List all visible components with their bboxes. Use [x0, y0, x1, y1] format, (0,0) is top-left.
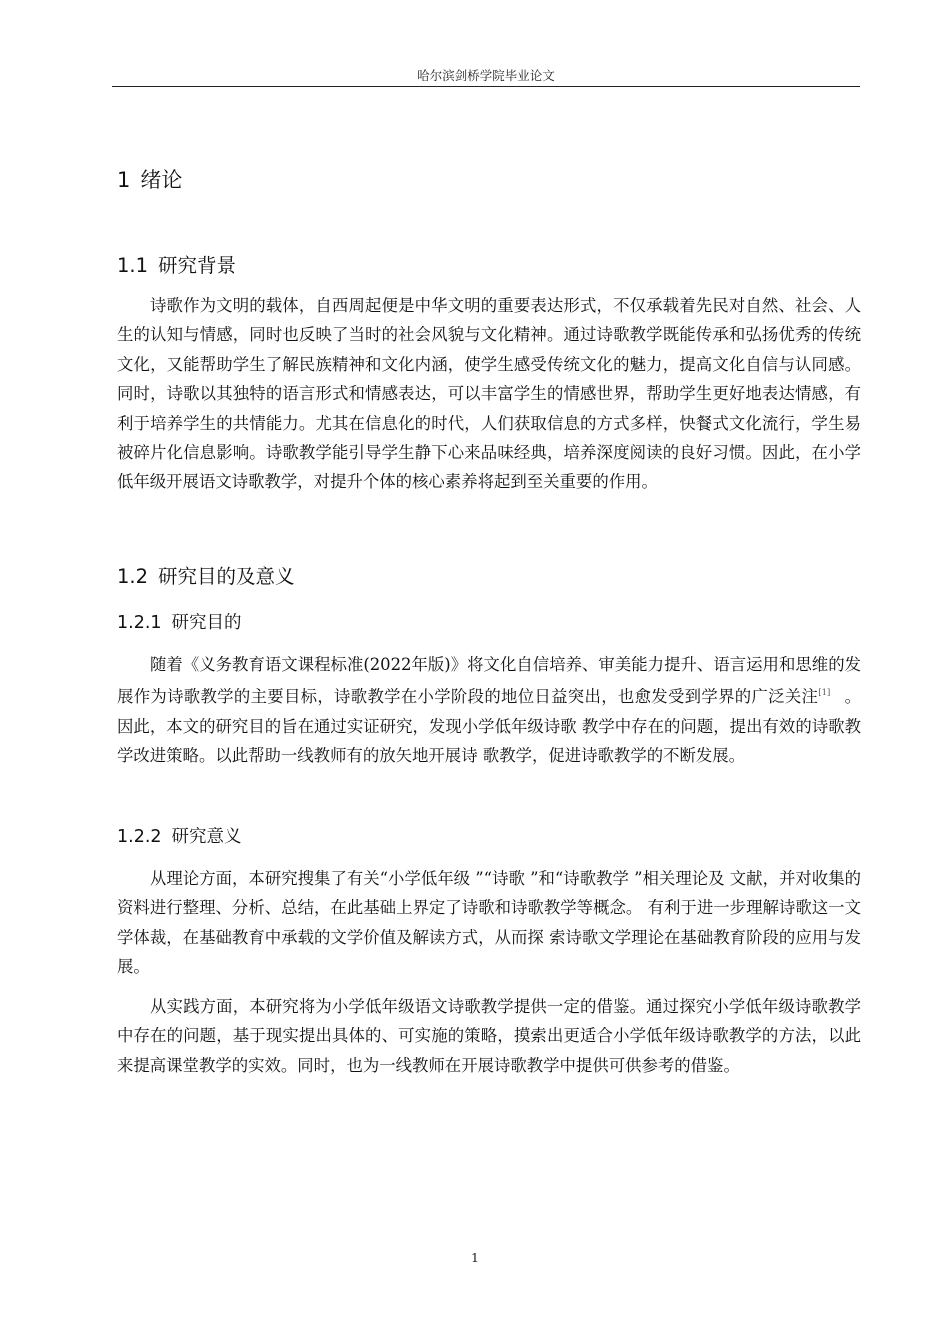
background-paragraph: 诗歌作为文明的载体，自西周起便是中华文明的重要表达形式，不仅承载着先民对自然、社会、人生的认知与情感，同时也反映了当时的社会风貌与文化精神。通过诗歌教学既能传承和弘扬优秀的传统文化，又能帮助学生了解民族精神和文化内涵，使学生感受传统文化的魅力，提高文化自信与认同感。同时，诗歌以其独特的语言形式和情感表达，可以丰富学生的情感世界，帮助学生更好地表达情感，有利于培养学生的共情能力。尤其在信息化的时代，人们获取信息的方式多样，快餐式文化流行，学生易被碎片化信息影响。诗歌教学能引导学生静下心来品味经典，培养深度阅读的良好习惯。因此，在小学低年级开展语文诗歌教学，对提升个体的核心素养将起到至关重要的作用。	[117, 296, 861, 492]
subsection-heading-1-2-1	[117, 609, 242, 634]
section-heading-1-2	[117, 561, 295, 589]
page-number: 1	[471, 1250, 479, 1265]
purpose-text-b: 。因此，本文的研究目的旨在通过实证研究，发现小学低年级诗歌 教学中存在的问题，提出有效的诗歌教学改进策略。以此帮助一线教师有的放矢地开展诗 歌教学，促进诗歌教学的不断发展。	[117, 687, 862, 766]
purpose-text-a: 随着《义务教育语文课程标准(2022年版)》将文化自信培养、审美能力提升、语言运用和思维的发展作为诗歌教学的主要目标，诗歌教学在小学阶段的地位日益突出，也愈发受到学界的广泛关注	[117, 655, 861, 707]
subsection-title: 研究目的	[171, 613, 242, 633]
chapter-heading	[117, 164, 182, 194]
subsection-number: 1.2.1	[117, 613, 162, 633]
citation-marker[interactable]: [1]	[818, 688, 831, 699]
header-divider	[112, 86, 860, 87]
chapter-title: 绪论	[140, 168, 183, 192]
subsection-title: 研究意义	[171, 827, 242, 847]
subsection-heading-1-2-2	[117, 823, 242, 848]
section-number: 1.2	[117, 565, 149, 588]
section-title: 研究背景	[158, 254, 237, 277]
significance-paragraph-theory: 从理论方面，本研究搜集了有关“小学低年级 ”“诗歌 ”和“诗歌教学 ”相关理论及 文献，并对收集的资料进行整理、分析、总结，在此基础上界定了诗歌和诗歌教学等概念。 有利于进一步理解诗歌这一文学体裁，在基础教育中承载的文学价值及解读方式，从而探 索诗歌文学理论在基础教育阶段的应用与发展。	[117, 869, 861, 977]
running-header: 哈尔滨剑桥学院毕业论文	[417, 68, 555, 83]
subsection-number: 1.2.2	[117, 827, 162, 847]
significance-paragraph-practice: 从实践方面，本研究将为小学低年级语文诗歌教学提供一定的借鉴。通过探究小学低年级诗歌教学中存在的问题，基于现实提出具体的、可实施的策略，摸索出更适合小学低年级诗歌教学的方法，以此来提高课堂教学的实效。同时，也为一线教师在开展诗歌教学中提供可供参考的借鉴。	[117, 997, 861, 1075]
chapter-number: 1	[117, 168, 131, 192]
section-heading-1-1	[117, 250, 236, 278]
section-number: 1.1	[117, 254, 149, 277]
section-title: 研究目的及意义	[158, 565, 295, 588]
purpose-paragraph	[117, 650, 861, 771]
